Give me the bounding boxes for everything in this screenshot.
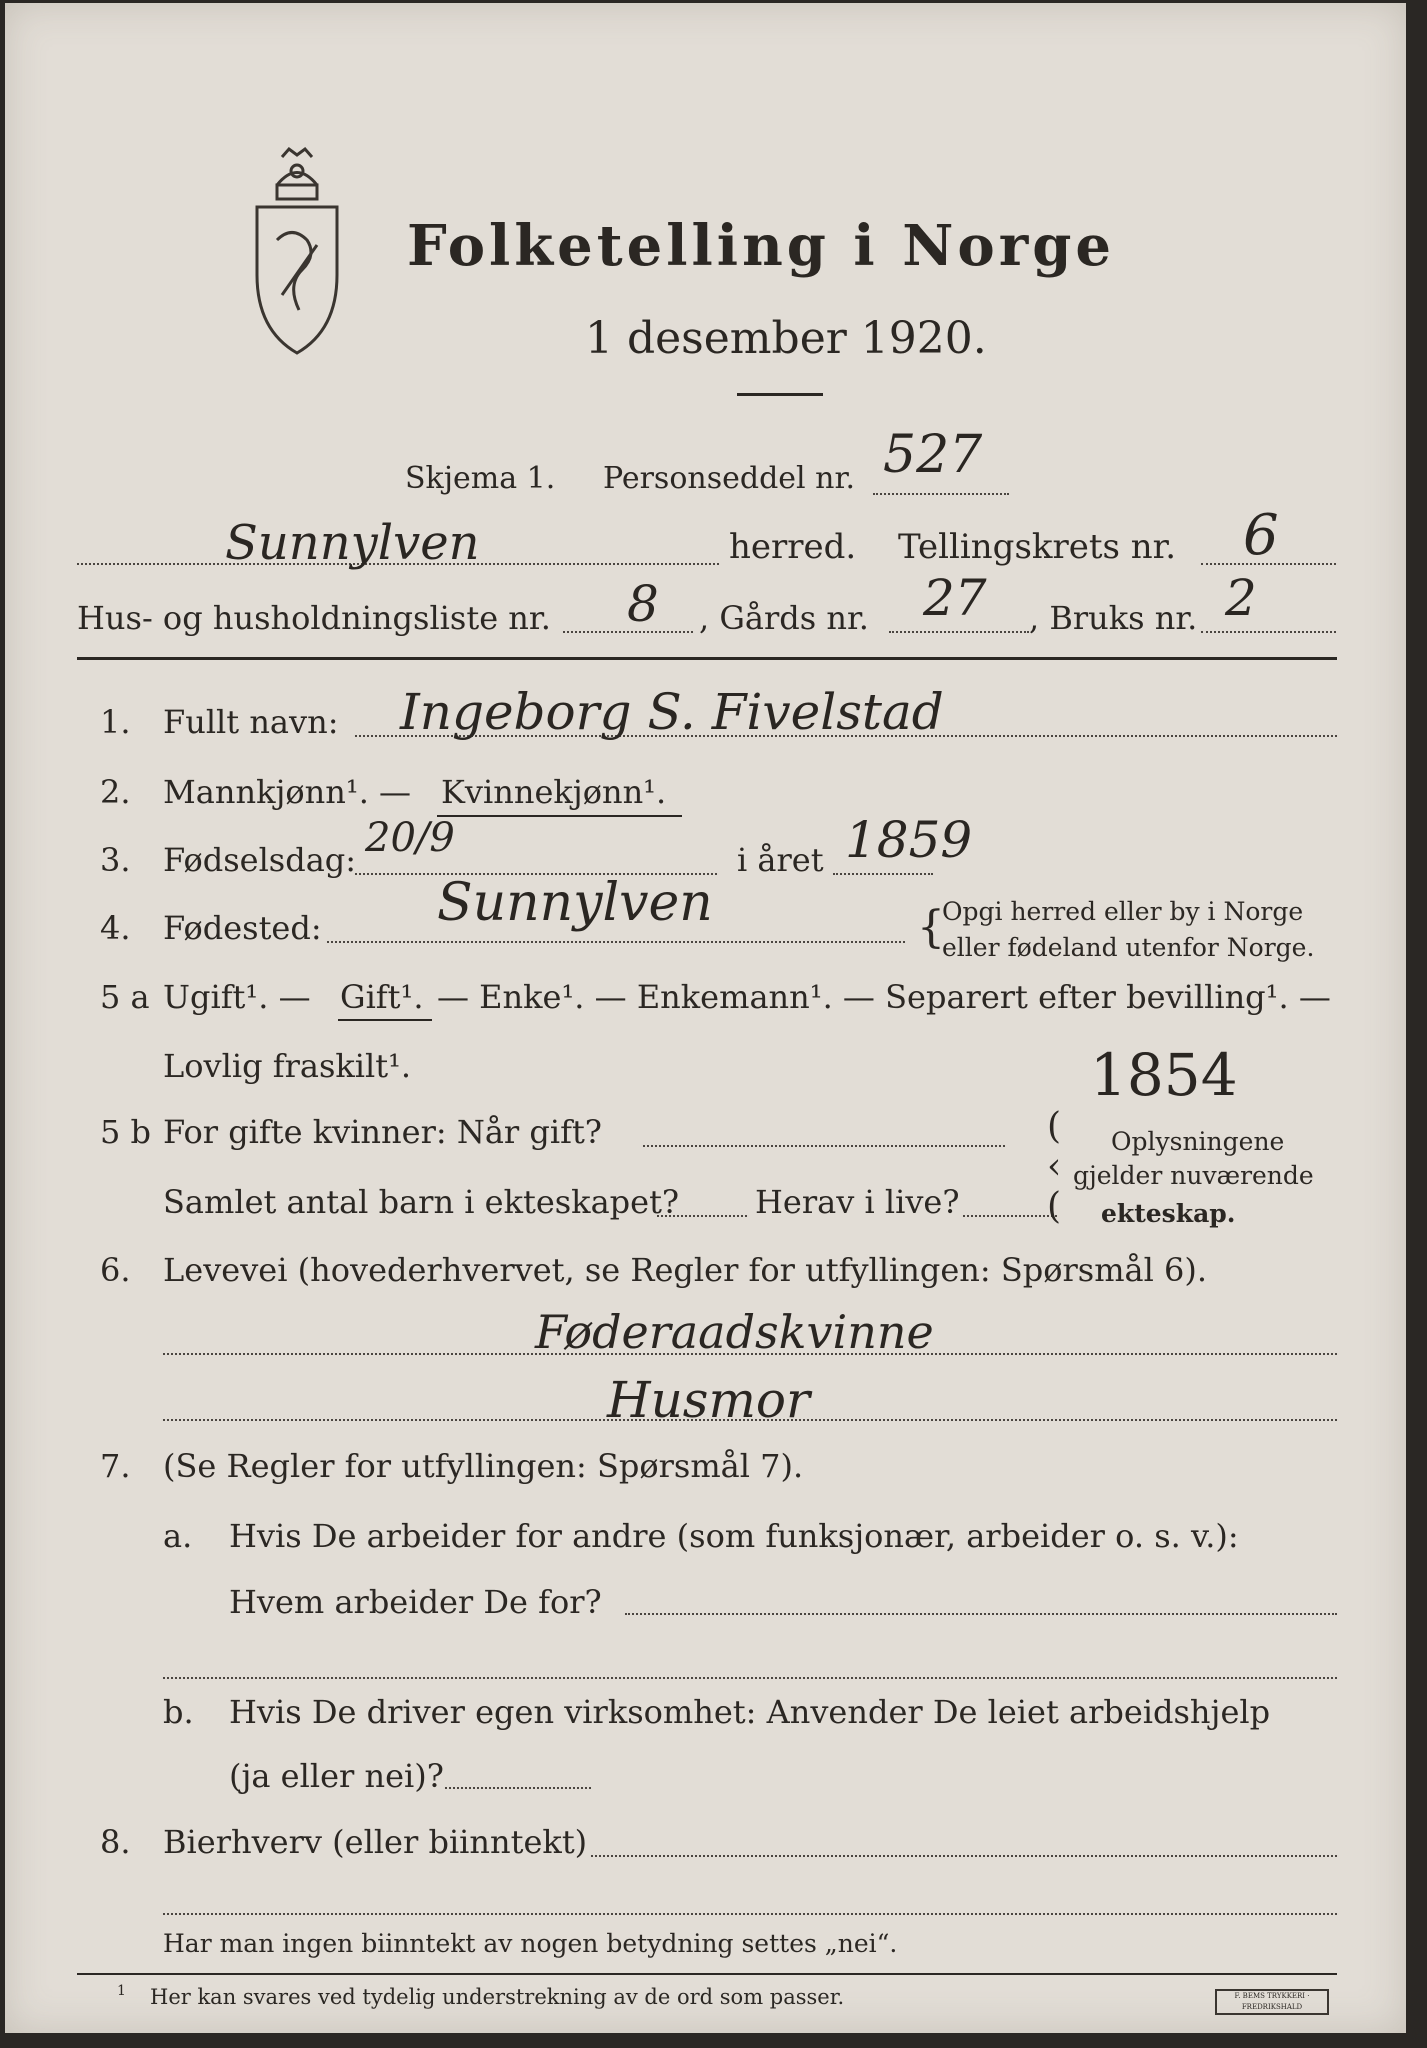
q8-number: 8. [100, 1823, 131, 1861]
q4-label: Fødested: [163, 909, 322, 947]
q7a-text: Hvis De arbeider for andre (som funksjonær, arbeider o. s. v.): [229, 1517, 1239, 1555]
q3-day-value: 20/9 [365, 815, 455, 861]
q3-year-label: i året [737, 841, 824, 879]
q1-value: Ingeborg S. Fivelstad [400, 683, 944, 741]
q6-number: 6. [100, 1251, 131, 1289]
q5b-brace-2: ‹ [1047, 1146, 1062, 1187]
q6-label: Levevei (hovederhvervet, se Regler for utfyllingen: Spørsmål 6). [163, 1251, 1208, 1289]
q4-line [327, 941, 905, 943]
q2-female: Kvinnekjønn¹. [441, 773, 667, 811]
q5a-number: 5 a [100, 978, 150, 1016]
q1-number: 1. [100, 703, 131, 741]
coat-of-arms-icon [237, 145, 357, 360]
footer-note: Har man ingen biinntekt av nogen betydning settes „nei“. [163, 1929, 898, 1958]
schema-label: Skjema 1. [405, 461, 556, 496]
q3-year-line [833, 873, 933, 875]
hus-label: Hus- og husholdningsliste nr. [77, 599, 551, 637]
q5b-label-3: Herav i live? [755, 1183, 960, 1221]
q5b-note-1: Oplysningene [1111, 1127, 1285, 1156]
q5a-margin-value: 1854 [1090, 1041, 1238, 1109]
q8-label: Bierhverv (eller biinntekt) [163, 1823, 588, 1861]
tellingskrets-label: Tellingskrets nr. [898, 527, 1177, 567]
gards-value: 27 [923, 569, 987, 627]
herred-label: herred. [729, 527, 857, 567]
q7b-line2: (ja eller nei)? [229, 1757, 444, 1795]
q5a-line2: Lovlig fraskilt¹. [163, 1047, 412, 1085]
q3-number: 3. [100, 841, 131, 879]
title-divider [737, 393, 823, 396]
form-title: Folketelling i Norge [407, 213, 1116, 279]
q4-number: 4. [100, 909, 131, 947]
q5b-note-2: gjelder nuværende [1073, 1161, 1314, 1190]
q1-label: Fullt navn: [163, 703, 339, 741]
q7a-line2: Hvem arbeider De for? [229, 1583, 602, 1621]
personseddel-value: 527 [883, 425, 983, 485]
bruks-value: 2 [1225, 569, 1257, 627]
q5b-barn-line [657, 1215, 747, 1217]
q5a-rest: — Enke¹. — Enkemann¹. — Separert efter bevilling¹. — [437, 978, 1331, 1016]
bruks-line [1201, 631, 1336, 633]
q7b-letter: b. [163, 1693, 194, 1731]
q7b-text: Hvis De driver egen virksomhet: Anvender De leiet arbeidshjelp [229, 1693, 1271, 1731]
q6-value-1: Føderaadskvinne [535, 1305, 934, 1359]
footnote-mark: 1 [117, 1983, 126, 1999]
q5b-label-1: For gifte kvinner: Når gift? [163, 1113, 602, 1151]
q5b-brace-3: ( [1047, 1186, 1062, 1227]
personseddel-line [873, 493, 1009, 495]
q5b-live-line [963, 1215, 1057, 1217]
footer-divider [77, 1973, 1337, 1975]
q8-answer-line [591, 1855, 1337, 1857]
census-form-page [5, 3, 1406, 2033]
q6-line-2 [163, 1419, 1337, 1421]
q6-value-2: Husmor [607, 1371, 810, 1429]
q7a-letter: a. [163, 1517, 193, 1555]
q7-label: (Se Regler for utfyllingen: Spørsmål 7). [163, 1447, 804, 1485]
q5a-ugift: Ugift¹. — [163, 978, 311, 1016]
census-date: 1 desember 1920. [585, 313, 987, 364]
gards-label: , Gårds nr. [699, 599, 869, 637]
q5b-gift-line [643, 1145, 1005, 1147]
q5b-note-3: ekteskap. [1101, 1199, 1236, 1228]
q5a-gift-underline [338, 1019, 432, 1021]
q4-note-1: Opgi herred eller by i Norge [942, 897, 1304, 926]
gards-line [889, 631, 1029, 633]
tellingskrets-value: 6 [1243, 503, 1279, 568]
q7a-answer-line-2 [163, 1677, 1337, 1679]
bruks-label: , Bruks nr. [1029, 599, 1198, 637]
q3-year-value: 1859 [845, 811, 973, 869]
q7a-answer-line [625, 1613, 1337, 1615]
q5b-brace-1: ( [1047, 1106, 1062, 1147]
q7b-answer-line [445, 1787, 591, 1789]
herred-value: Sunnylven [225, 515, 480, 571]
q2-number: 2. [100, 773, 131, 811]
q4-note-2: eller fødeland utenfor Norge. [942, 933, 1315, 962]
q3-label: Fødselsdag: [163, 841, 357, 879]
footnote-text: Her kan svares ved tydelig understrekning av de ord som passer. [150, 1985, 845, 2009]
q4-brace: { [917, 902, 945, 953]
hus-value: 8 [627, 575, 659, 633]
q7-number: 7. [100, 1447, 131, 1485]
q4-value: Sunnylven [437, 873, 713, 933]
q5b-label-2: Samlet antal barn i ekteskapet? [163, 1183, 680, 1221]
header-divider [77, 657, 1337, 660]
q8-answer-line-2 [163, 1913, 1337, 1915]
q5a-gift: Gift¹. [340, 978, 424, 1016]
printer-stamp: F. BEMS TRYKKERI · FREDRIKSHALD [1215, 1989, 1329, 2015]
q5b-number: 5 b [100, 1113, 152, 1151]
q2-male: Mannkjønn¹. — [163, 773, 412, 811]
q2-female-underline [437, 815, 682, 817]
q6-line-1 [163, 1353, 1337, 1355]
personseddel-label: Personseddel nr. [603, 461, 856, 496]
